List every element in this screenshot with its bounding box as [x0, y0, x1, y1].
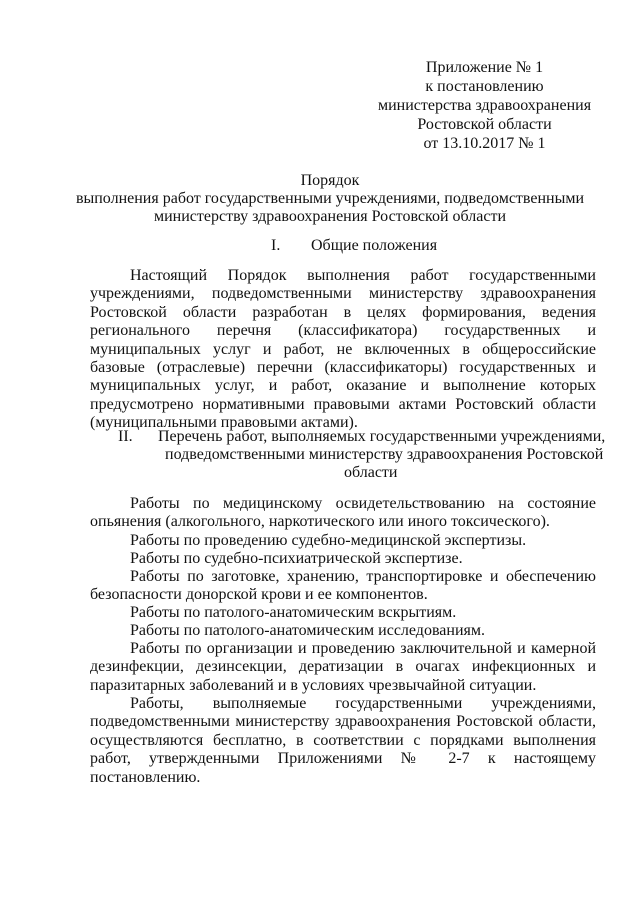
- list-item: Работы по проведению судебно-медицинской экспертизы.: [130, 532, 527, 549]
- section-title-line: области: [344, 464, 398, 481]
- list-item: Работы по судебно-психиатрической экспертизе.: [130, 550, 463, 567]
- section-title: Общие положения: [311, 237, 438, 254]
- section-title-line: Перечень работ, выполняемых государственными учреждениями,: [158, 428, 606, 445]
- appendix-header: [372, 58, 597, 153]
- section-title-line: подведомственными министерству здравоохранения Ростовской: [165, 446, 604, 463]
- appendix-line: министерства здравоохранения: [377, 97, 592, 114]
- appendix-line: Ростовской области: [417, 116, 552, 133]
- appendix-line: Приложение № 1: [425, 59, 544, 76]
- section-1-paragraph: Настоящий Порядок выполнения работ государственными учреждениями, подведомственными министерству здравоохранения Ростовской области разработан в целях формирования, ведения регионального перечня (классификатора) государственных и муниципальных услуг и работ, не включенных в общероссийские базовые (отраслевые) перечни (классификаторы) государственных и муниципальных услуг, и работ, оказание и выполнение которых предусмотрено нормативными правовыми актами Ростовский области (муниципальными правовыми актами).: [90, 267, 596, 432]
- list-item: Работы по медицинскому освидетельствованию на состояние опьянения (алкогольного, наркотического или иного токсического).: [90, 495, 596, 531]
- list-item: Работы по патолого-анатомическим вскрытиям.: [130, 604, 457, 621]
- section-number: II.: [118, 428, 133, 445]
- list-item: Работы по заготовке, хранению, транспортировке и обеспечению безопасности донорской крови и ее компонентов.: [90, 568, 596, 604]
- appendix-line: к постановлению: [425, 78, 544, 95]
- list-item: Работы по патолого-анатомическим исследованиям.: [130, 622, 485, 639]
- appendix-line: от 13.10.2017 № 1: [423, 135, 546, 152]
- title-line: министерству здравоохранения Ростовской области: [153, 208, 507, 225]
- section-number: I.: [271, 237, 281, 254]
- document-title: [60, 172, 600, 226]
- list-item: Работы по организации и проведению заключительной и камерной дезинфекции, дезинсекции, дератизации в очагах инфекционных и паразитарных заболеваний и в условиях чрезвычайной ситуации.: [90, 640, 596, 694]
- list-item: Работы, выполняемые государственными учреждениями, подведомственными министерству здравоохранения Ростовской области, осуществляются бесплатно, в соответствии с порядками выполнения работ, утвержденными Приложениями № 2-7 к настоящему постановлению.: [90, 695, 596, 786]
- title-line: Порядок: [300, 172, 360, 189]
- title-line: выполнения работ государственными учреждениями, подведомственными: [75, 190, 585, 207]
